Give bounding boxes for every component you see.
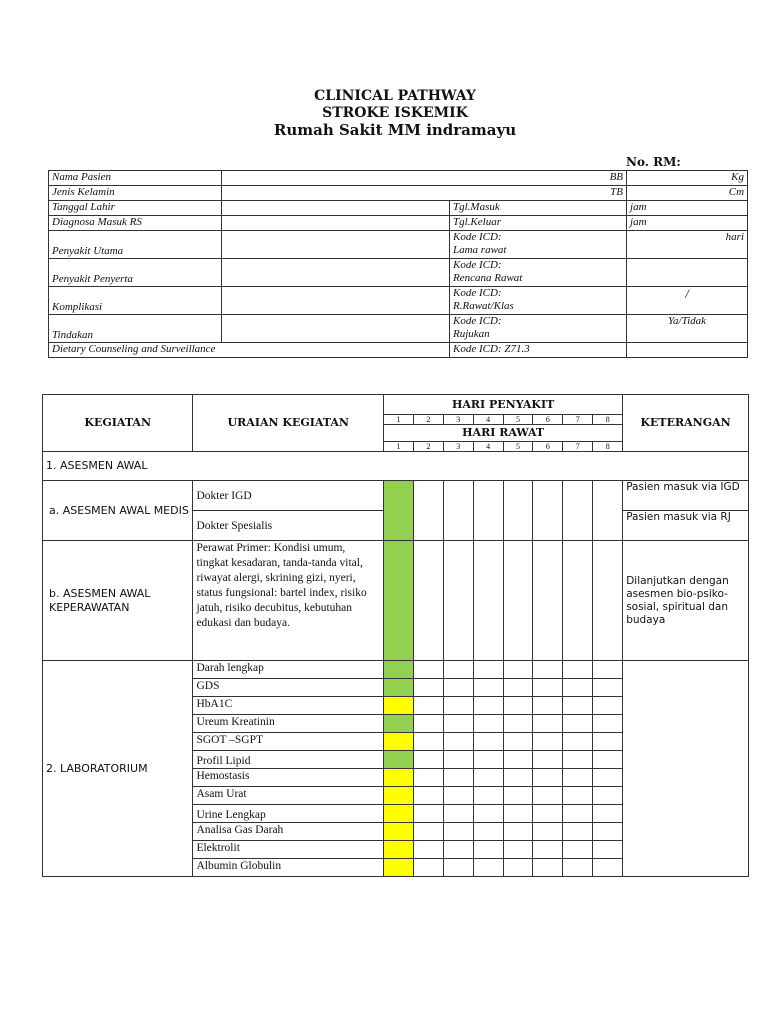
dokter-spesialis-label: Dokter Spesialis (193, 511, 384, 541)
lab-item-12: Albumin Globulin (193, 859, 384, 877)
kg-unit: Kg (627, 171, 748, 186)
rawat-klas-slash: / (627, 287, 748, 315)
hr-day-2: 2 (413, 442, 443, 452)
penyakit-utama-value (222, 231, 450, 259)
hr-day-6: 6 (533, 442, 563, 452)
activity-table (42, 394, 749, 877)
hr-day-8: 8 (593, 442, 623, 452)
lab-day-1-cell (384, 733, 414, 751)
icd-rujukan: Kode ICD: Rujukan (450, 315, 627, 343)
nama-pasien-label: Nama Pasien (49, 171, 222, 186)
diagnosa-value (222, 216, 450, 231)
lab-item-11: Elektrolit (193, 841, 384, 859)
cm-unit: Cm (627, 186, 748, 201)
hr-day-4: 4 (473, 442, 503, 452)
keterangan-header: KETERANGAN (623, 395, 749, 452)
hr-day-3: 3 (443, 442, 473, 452)
hp-day-7: 7 (563, 415, 593, 425)
lab-keterangan (623, 661, 749, 877)
icd-lama-rawat: Kode ICD: Lama rawat (450, 231, 627, 259)
section-asesmen-awal: 1. ASESMEN AWAL (43, 452, 749, 481)
lab-item-7: Hemostasis (193, 769, 384, 787)
hari-unit: hari (627, 231, 748, 259)
lab-item-1: Darah lengkap (193, 661, 384, 679)
lab-day-1-cell (384, 859, 414, 877)
lab-day-1-cell (384, 715, 414, 733)
hp-day-3: 3 (443, 415, 473, 425)
asesmen-keperawatan-label: b. ASESMEN AWAL KEPERAWATAN (43, 541, 193, 661)
dietary-icd: Kode ICD: Z71.3 (450, 343, 627, 358)
hp-day-1: 1 (384, 415, 414, 425)
lab-day-1-cell (384, 751, 414, 769)
dietary-label: Dietary Counseling and Surveillance (49, 343, 450, 358)
ket-keperawatan: Dilanjutkan dengan asesmen bio-psiko- sosial, spiritual dan budaya (623, 541, 749, 661)
diagnosa-label: Diagnosa Masuk RS (49, 216, 222, 231)
asesmen-medis-label: a. ASESMEN AWAL MEDIS (43, 481, 193, 541)
lab-item-4: Ureum Kreatinin (193, 715, 384, 733)
tanggal-lahir-value (222, 201, 450, 216)
lab-day-1-cell (384, 787, 414, 805)
penyakit-penyerta-value (222, 259, 450, 287)
perawat-primer-text: Perawat Primer: Kondisi umum, tingkat kesadaran, tanda-tanda vital, riwayat alergi, skrining gizi, nyeri, status fungsional: bartel index, risiko jatuh, risiko decubitus, kebutuhan edukasi dan budaya. (193, 541, 384, 661)
hp-day-2: 2 (413, 415, 443, 425)
lab-item-10: Analisa Gas Darah (193, 823, 384, 841)
lab-day-1-cell (384, 841, 414, 859)
ket-rj: Pasien masuk via RJ (623, 511, 749, 541)
hr-day-7: 7 (563, 442, 593, 452)
hr-day-5: 5 (503, 442, 533, 452)
penyakit-utama-label: Penyakit Utama (49, 231, 222, 259)
komplikasi-value (222, 287, 450, 315)
ya-tidak-option: Ya/Tidak (627, 315, 748, 343)
lab-day-1-cell (384, 823, 414, 841)
medis-day-1-cell (384, 481, 414, 541)
lab-item-5: SGOT –SGPT (193, 733, 384, 751)
icd-rawat-klas: Kode ICD: R.Rawat/Klas (450, 287, 627, 315)
section-laboratorium: 2. LABORATORIUM (43, 661, 193, 877)
tgl-keluar-label: Tgl.Keluar (450, 216, 627, 231)
no-rm-label: No. RM: (626, 155, 681, 169)
kegiatan-header: KEGIATAN (43, 395, 193, 452)
document-subtitle: STROKE ISKEMIK (322, 105, 468, 121)
tgl-masuk-label: Tgl.Masuk (450, 201, 627, 216)
lab-item-8: Asam Urat (193, 787, 384, 805)
bb-label: BB (222, 171, 627, 186)
icd-rencana-rawat: Kode ICD: Rencana Rawat (450, 259, 627, 287)
lab-item-6: Profil Lipid (193, 751, 384, 769)
tindakan-value (222, 315, 450, 343)
rencana-rawat-value (627, 259, 748, 287)
ket-igd: Pasien masuk via IGD (623, 481, 749, 511)
hp-day-5: 5 (503, 415, 533, 425)
uraian-header: URAIAN KEGIATAN (193, 395, 384, 452)
hp-day-8: 8 (593, 415, 623, 425)
lab-day-1-cell (384, 661, 414, 679)
hari-penyakit-header: HARI PENYAKIT (384, 395, 623, 415)
hr-day-1: 1 (384, 442, 414, 452)
tindakan-label: Tindakan (49, 315, 222, 343)
hari-rawat-header: HARI RAWAT (384, 425, 623, 442)
jam-keluar-label: jam (627, 216, 748, 231)
komplikasi-label: Komplikasi (49, 287, 222, 315)
lab-item-2: GDS (193, 679, 384, 697)
document-title: CLINICAL PATHWAY (314, 88, 476, 104)
hospital-name: Rumah Sakit MM indramayu (273, 121, 517, 139)
lab-item-3: HbA1C (193, 697, 384, 715)
tb-label: TB (222, 186, 627, 201)
lab-item-9: Urine Lengkap (193, 805, 384, 823)
penyakit-penyerta-label: Penyakit Penyerta (49, 259, 222, 287)
jenis-kelamin-label: Jenis Kelamin (49, 186, 222, 201)
hp-day-4: 4 (473, 415, 503, 425)
lab-day-1-cell (384, 805, 414, 823)
lab-day-1-cell (384, 769, 414, 787)
jam-masuk-label: jam (627, 201, 748, 216)
lab-day-1-cell (384, 697, 414, 715)
keperawatan-day-1-cell (384, 541, 414, 661)
dokter-igd-label: Dokter IGD (193, 481, 384, 511)
tanggal-lahir-label: Tanggal Lahir (49, 201, 222, 216)
lab-day-1-cell (384, 679, 414, 697)
patient-info-table (48, 170, 748, 358)
hp-day-6: 6 (533, 415, 563, 425)
dietary-value (627, 343, 748, 358)
